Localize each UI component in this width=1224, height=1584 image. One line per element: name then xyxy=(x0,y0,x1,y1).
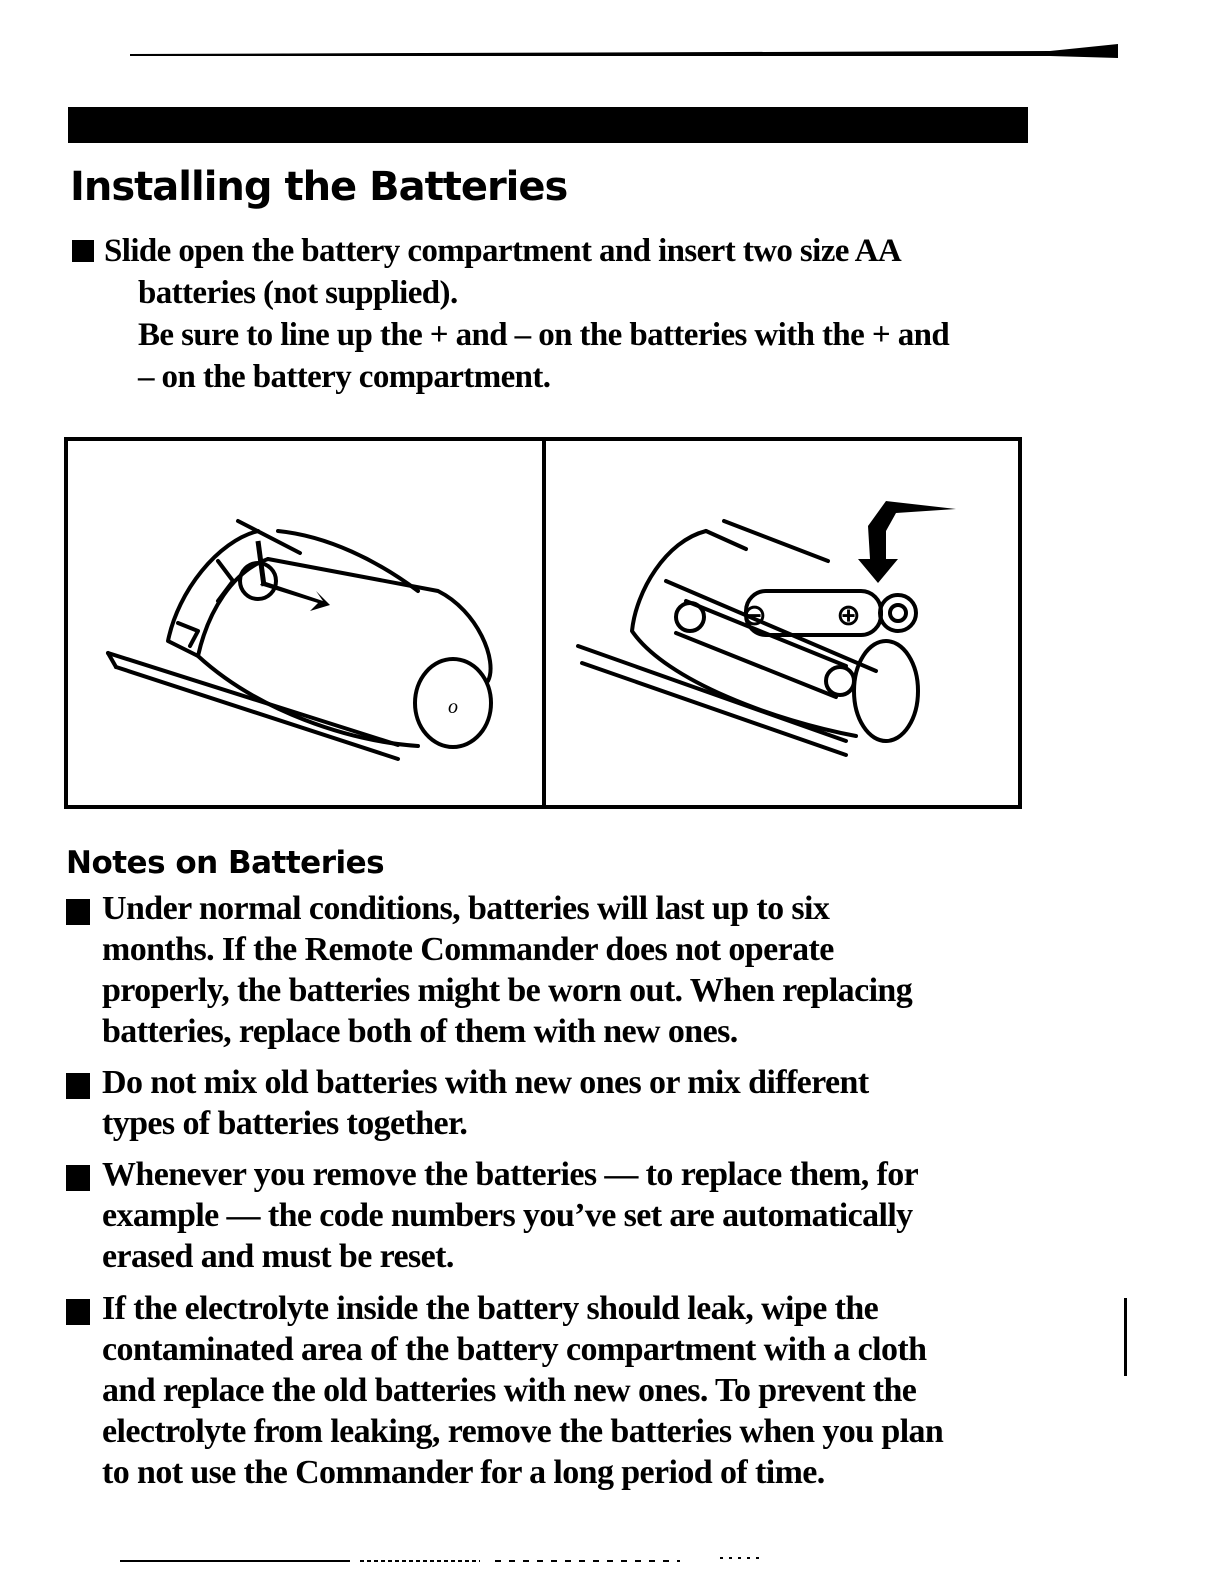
note-line: erased and must be reset. xyxy=(102,1238,454,1275)
install-instructions xyxy=(72,230,1032,398)
note-line: months. If the Remote Commander does not operate xyxy=(102,931,834,968)
note-line: and replace the old batteries with new ones. To prevent the xyxy=(102,1372,917,1409)
margin-change-bar xyxy=(1124,1298,1127,1376)
section-header-bar xyxy=(68,107,1028,143)
note-line: to not use the Commander for a long period of time. xyxy=(102,1454,825,1491)
note-line: Under normal conditions, batteries will last up to six xyxy=(102,890,830,927)
panel-insert-batteries xyxy=(546,441,1018,805)
note-item xyxy=(66,1154,1056,1277)
note-line: Whenever you remove the batteries — to replace them, for xyxy=(102,1156,919,1193)
instruction-line: Be sure to line up the + and – on the batteries with the + and xyxy=(138,317,950,353)
page-title: Installing the Batteries xyxy=(70,164,568,210)
instruction-line: batteries (not supplied). xyxy=(138,275,458,311)
note-line: properly, the batteries might be worn out. When replacing xyxy=(102,972,913,1009)
plus-symbol: ⊕ xyxy=(836,598,862,633)
instruction-line: Slide open the battery compartment and insert two size AA xyxy=(104,233,902,269)
remote-cover-slide-illustration xyxy=(68,441,542,805)
bullet-square-icon xyxy=(66,899,90,925)
note-item xyxy=(66,888,1056,1052)
bullet-square-icon xyxy=(66,1165,90,1191)
note-item xyxy=(66,1288,1056,1493)
note-item xyxy=(66,1062,1056,1144)
note-line: contaminated area of the battery compartment with a cloth xyxy=(102,1331,927,1368)
bullet-square-icon xyxy=(66,1073,90,1099)
bullet-square-icon xyxy=(72,240,94,262)
note-line: Do not mix old batteries with new ones or mix different xyxy=(102,1064,869,1101)
minus-symbol: ⊖ xyxy=(742,598,768,633)
note-line: batteries, replace both of them with new ones. xyxy=(102,1013,738,1050)
notes-heading: Notes on Batteries xyxy=(66,845,385,881)
cap-label: o xyxy=(448,696,458,718)
instruction-line: – on the battery compartment. xyxy=(138,359,551,395)
note-line: types of batteries together. xyxy=(102,1105,468,1142)
panel-open-compartment xyxy=(68,441,542,805)
note-line: example — the code numbers you’ve set are automatically xyxy=(102,1197,913,1234)
battery-illustration-figure xyxy=(64,437,1022,809)
bottom-scan-marks xyxy=(120,1555,760,1565)
bullet-square-icon xyxy=(66,1299,90,1325)
top-rule xyxy=(130,42,1118,58)
battery-insertion-illustration xyxy=(546,441,1018,805)
note-line: electrolyte from leaking, remove the batteries when you plan xyxy=(102,1413,944,1450)
note-line: If the electrolyte inside the battery should leak, wipe the xyxy=(102,1290,879,1327)
